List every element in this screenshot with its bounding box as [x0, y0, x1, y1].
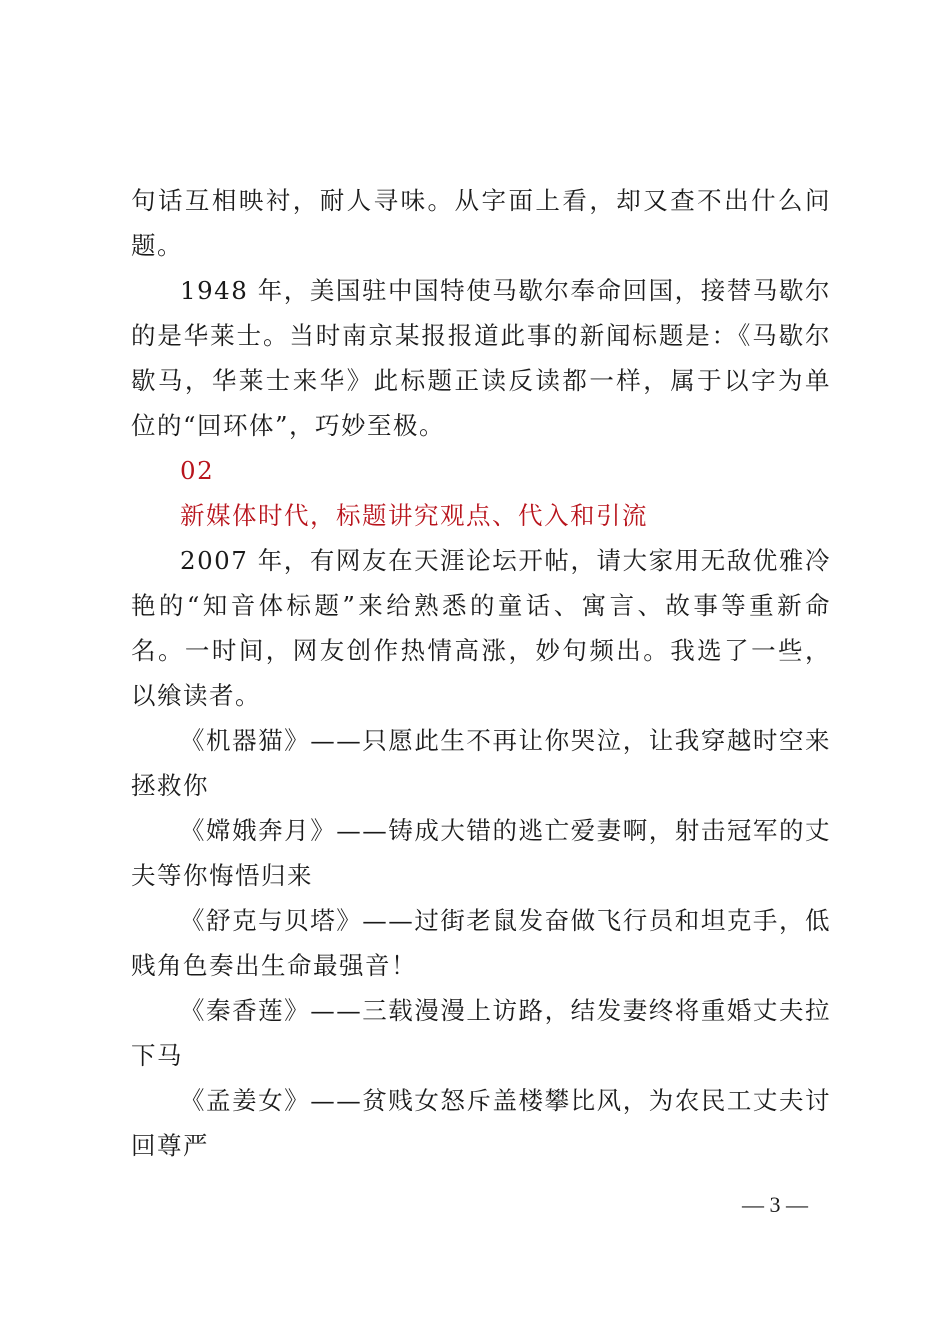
paragraph-continuation: 句话互相映衬，耐人寻味。从字面上看，却又查不出什么问题。 — [131, 186, 831, 260]
page-number: — 3 — — [742, 1192, 808, 1217]
example-title-4: 《秦香莲》——三载漫漫上访路，结发妻终将重婚丈夫拉下马 — [131, 996, 831, 1070]
example-title-5: 《孟姜女》——贫贱女怒斥盖楼攀比风，为农民工丈夫讨回尊严 — [131, 1086, 831, 1160]
example-title-3: 《舒克与贝塔》——过街老鼠发奋做飞行员和坦克手，低贱角色奏出生命最强音！ — [131, 906, 831, 980]
section-number: 02 — [180, 456, 215, 485]
paragraph-marshall: 1948 年，美国驻中国特使马歇尔奉命回国，接替马歇尔的是华莱士。当时南京某报报道此事的新闻标题是：《马歇尔歇马，华莱士来华》此标题正读反读都一样，属于以字为单位的“回环体”，巧妙至极。 — [131, 276, 831, 440]
paragraph-tianya: 2007 年，有网友在天涯论坛开帖，请大家用无敌优雅冷艳的“知音体标题”来给熟悉的童话、寓言、故事等重新命名。一时间，网友创作热情高涨，妙句频出。我选了一些，以飨读者。 — [131, 546, 831, 710]
section-heading: 新媒体时代，标题讲究观点、代入和引流 — [180, 501, 648, 530]
example-title-2: 《嫦娥奔月》——铸成大错的逃亡爱妻啊，射击冠军的丈夫等你悔悟归来 — [131, 816, 831, 890]
body-content — [131, 178, 831, 1168]
example-title-1: 《机器猫》——只愿此生不再让你哭泣，让我穿越时空来拯救你 — [131, 726, 831, 800]
